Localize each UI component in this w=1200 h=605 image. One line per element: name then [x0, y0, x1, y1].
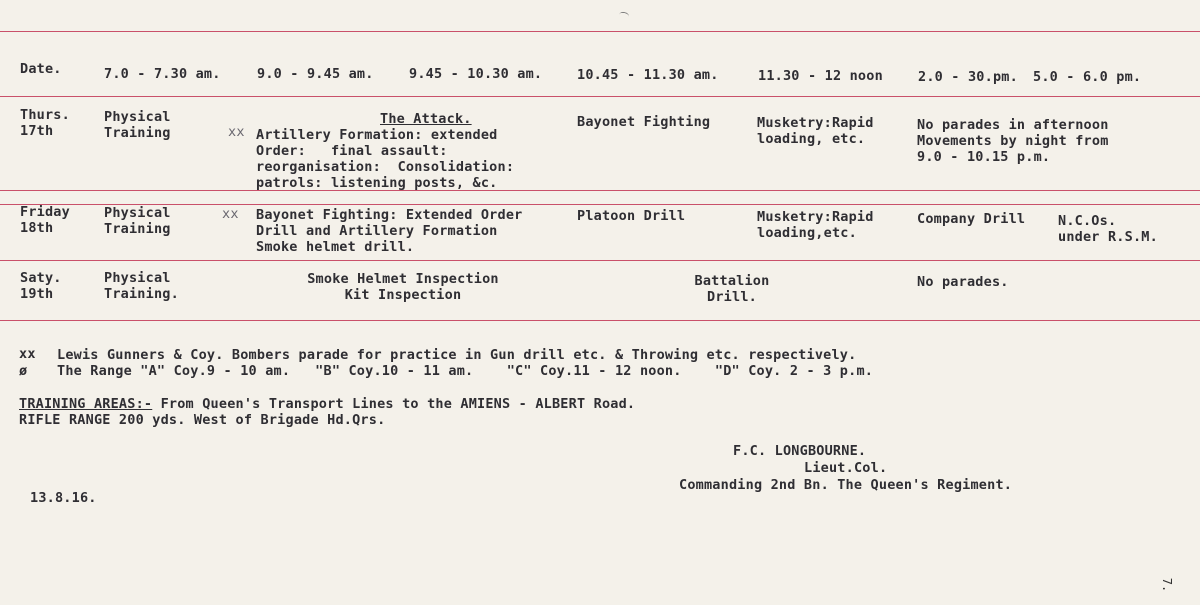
header-time-1: 7.0 - 7.30 am. [104, 66, 221, 82]
training-areas [19, 396, 635, 412]
rule-friday [0, 260, 1200, 261]
friday-company: Company Drill [917, 211, 1026, 227]
saty-inspection: Smoke Helmet Inspection Kit Inspection [307, 271, 499, 303]
rifle-range: RIFLE RANGE 200 yds. West of Brigade Hd.Qrs. [19, 412, 386, 428]
rule-thurs [0, 190, 1200, 191]
saty-day: Saty. 19th [20, 270, 62, 302]
friday-day: Friday 18th [20, 204, 70, 236]
header-time-6: 2.0 - 30.pm. [918, 69, 1018, 85]
header-time-3: 9.45 - 10.30 am. [409, 66, 543, 82]
rule-top [0, 31, 1200, 32]
rule-friday-top [0, 204, 1200, 205]
thurs-mark: xx [228, 124, 245, 140]
note-range-mark: ø [19, 363, 28, 379]
header-time-7: 5.0 - 6.0 pm. [1033, 69, 1142, 85]
friday-nco: N.C.Os. under R.S.M. [1058, 213, 1158, 245]
pencil-mark [618, 11, 629, 20]
training-areas-label: TRAINING AREAS:- [19, 396, 153, 412]
thurs-afternoon: No parades in afternoon Movements by night from 9.0 - 10.15 p.m. [917, 117, 1109, 165]
thurs-musketry: Musketry:Rapid loading, etc. [757, 115, 874, 147]
page-number: 7. [1160, 577, 1175, 593]
saty-afternoon: No parades. [917, 274, 1009, 290]
training-areas-text: From Queen's Transport Lines to the AMIENS - ALBERT Road. [152, 396, 636, 412]
signature-rank: Lieut.Col. [804, 460, 888, 476]
header-date: Date. [20, 61, 62, 77]
friday-platoon: Platoon Drill [577, 208, 686, 224]
friday-body: Bayonet Fighting: Extended Order Drill and Artillery Formation Smoke helmet drill. [256, 207, 523, 255]
rule-header [0, 96, 1200, 97]
note-range-text: The Range "A" Coy.9 - 10 am. "B" Coy.10 - 11 am. "C" Coy.11 - 12 noon. "D" Coy. 2 - 3 p.m. [57, 363, 874, 379]
saty-battalion: Battalion Drill. [694, 273, 770, 305]
note-xx-mark: xx [19, 346, 36, 362]
friday-physical: Physical Training [104, 205, 171, 237]
thurs-attack-title: The Attack. [380, 111, 472, 127]
saty-physical: Physical Training. [104, 270, 179, 302]
thurs-bayonet: Bayonet Fighting [577, 114, 711, 130]
note-xx-text: Lewis Gunners & Coy. Bombers parade for practice in Gun drill etc. & Throwing etc. respectively. [57, 347, 857, 363]
signature-title: Commanding 2nd Bn. The Queen's Regiment. [679, 477, 1013, 493]
header-time-2: 9.0 - 9.45 am. [257, 66, 374, 82]
rule-bottom [0, 320, 1200, 321]
footer-date: 13.8.16. [30, 490, 97, 506]
header-time-5: 11.30 - 12 noon [758, 68, 883, 84]
signature-name: F.C. LONGBOURNE. [733, 443, 867, 459]
thurs-attack-body: Artillery Formation: extended Order: final assault: reorganisation: Consolidation: patrols: listening posts, &c. [256, 127, 515, 191]
header-time-4: 10.45 - 11.30 am. [577, 67, 719, 83]
friday-mark: xx [222, 206, 239, 222]
thurs-day: Thurs. 17th [20, 107, 70, 139]
thurs-physical: Physical Training [104, 109, 171, 141]
friday-musketry: Musketry:Rapid loading,etc. [757, 209, 874, 241]
